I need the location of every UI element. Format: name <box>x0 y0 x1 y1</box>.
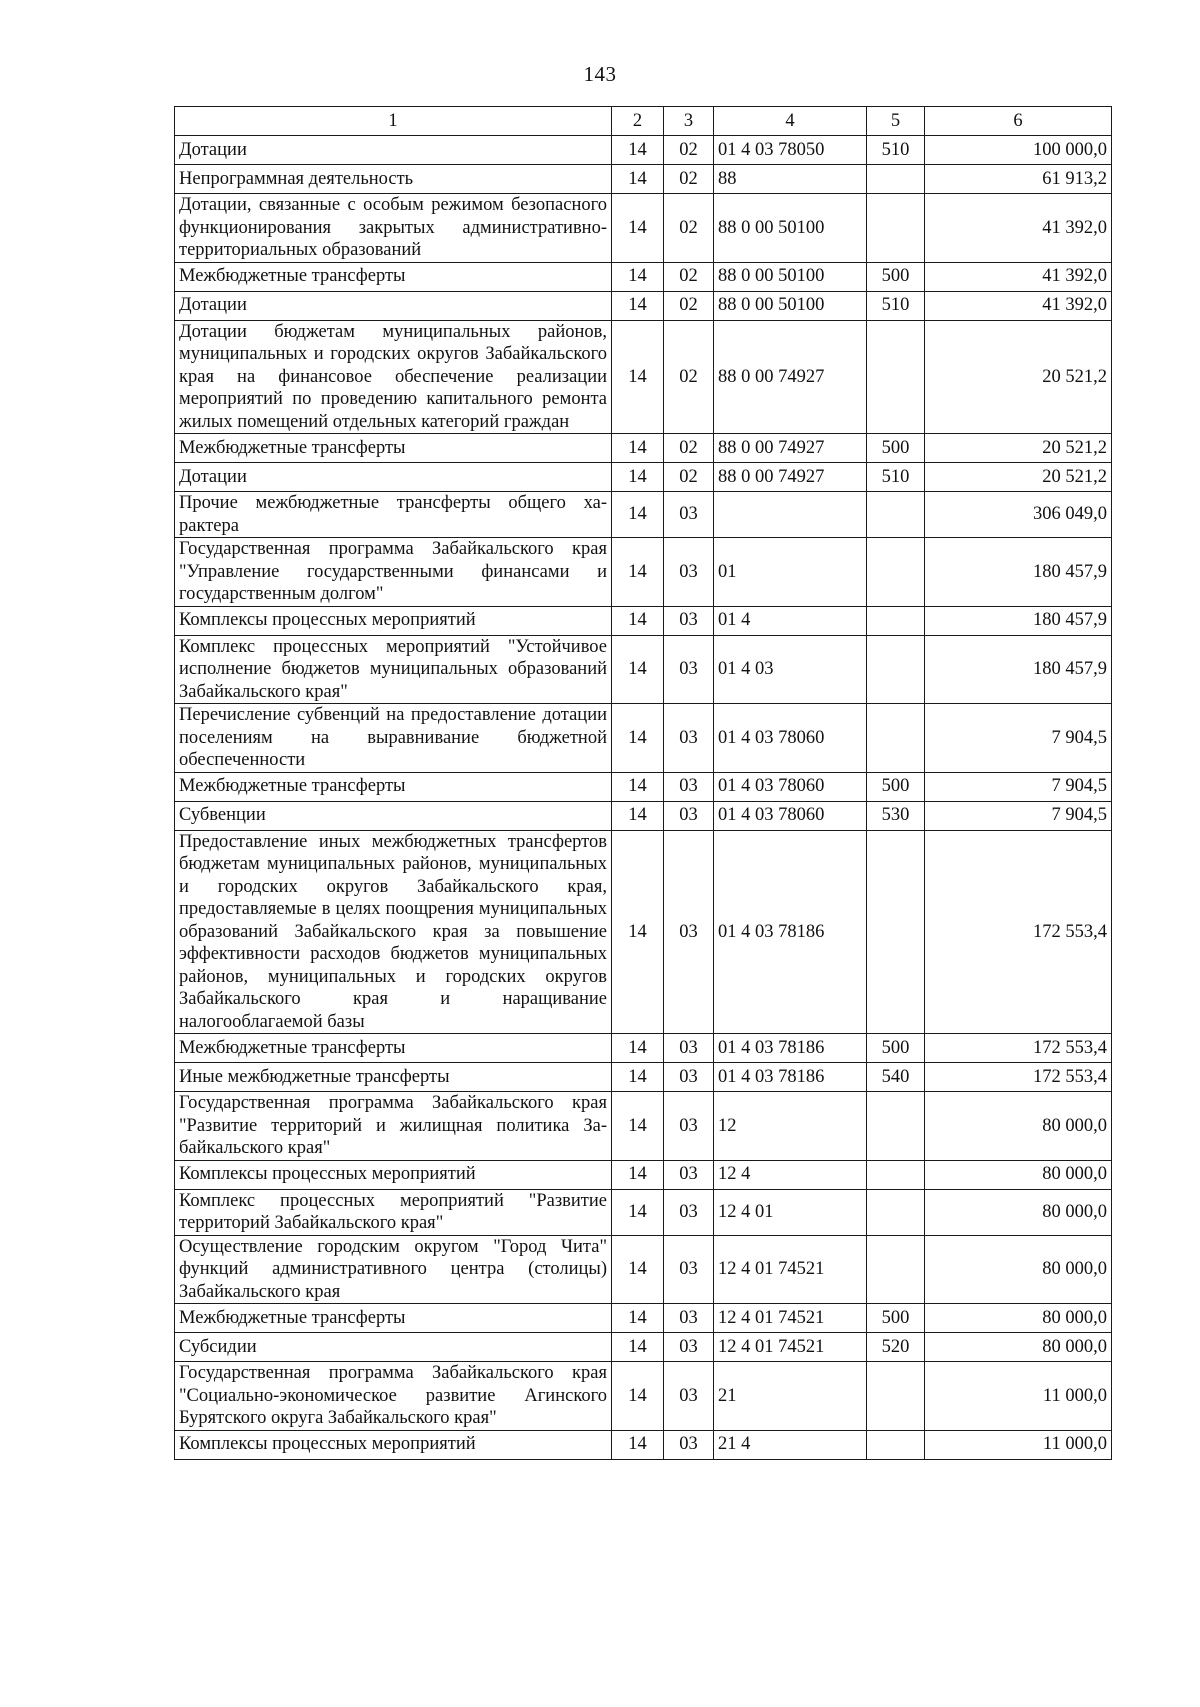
cell-name: Государственная программа Забайкальского края "Управление государственными финансами и государственным долгом" <box>175 538 612 607</box>
cell-col-3: 03 <box>664 1092 714 1161</box>
cell-col-2: 14 <box>612 1063 664 1092</box>
cell-col-6: 41 392,0 <box>925 194 1112 263</box>
cell-col-5: 520 <box>867 1333 925 1362</box>
cell-col-2: 14 <box>612 320 664 434</box>
cell-col-6: 7 904,5 <box>925 772 1112 801</box>
cell-col-5 <box>867 635 925 704</box>
cell-col-3: 02 <box>664 194 714 263</box>
cell-col-5: 500 <box>867 434 925 463</box>
cell-col-3: 03 <box>664 606 714 635</box>
cell-col-5: 500 <box>867 772 925 801</box>
page-number: 143 <box>583 62 617 86</box>
cell-col-3: 03 <box>664 830 714 1034</box>
cell-col-2: 14 <box>612 262 664 291</box>
cell-col-5 <box>867 1430 925 1459</box>
table-row <box>175 1189 1112 1235</box>
cell-name: Прочие межбюджетные трансферты общего характера <box>175 492 612 538</box>
cell-col-2: 14 <box>612 492 664 538</box>
cell-col-5: 510 <box>867 136 925 165</box>
table-body <box>175 136 1112 1460</box>
budget-table <box>174 106 1112 1460</box>
cell-col-4: 01 4 03 <box>714 635 867 704</box>
cell-col-6: 7 904,5 <box>925 704 1112 773</box>
cell-col-6: 80 000,0 <box>925 1160 1112 1189</box>
cell-name: Комплекс процессных мероприятий "Устойчивое исполнение бюджетов муниципальных образований Забайкальского края" <box>175 635 612 704</box>
cell-col-3: 03 <box>664 1034 714 1063</box>
cell-col-4: 01 4 03 78060 <box>714 704 867 773</box>
cell-col-2: 14 <box>612 1235 664 1304</box>
table-row <box>175 1092 1112 1161</box>
table-row <box>175 1333 1112 1362</box>
cell-col-5: 500 <box>867 262 925 291</box>
cell-col-6: 20 521,2 <box>925 320 1112 434</box>
cell-col-3: 03 <box>664 1160 714 1189</box>
table-row <box>175 463 1112 492</box>
cell-col-6: 172 553,4 <box>925 830 1112 1034</box>
cell-name: Осуществление городским округом "Город Чита" функций административного центра (столицы) Забайкальского края <box>175 1235 612 1304</box>
cell-col-2: 14 <box>612 291 664 320</box>
cell-col-6: 306 049,0 <box>925 492 1112 538</box>
cell-col-5: 530 <box>867 801 925 830</box>
cell-name: Иные межбюджетные трансферты <box>175 1063 612 1092</box>
cell-col-5 <box>867 1160 925 1189</box>
cell-col-4: 88 0 00 50100 <box>714 262 867 291</box>
table-row <box>175 492 1112 538</box>
cell-name: Перечисление субвенций на предоставление дотации поселениям на выравнивание бюджетной обеспеченности <box>175 704 612 773</box>
cell-col-3: 03 <box>664 1235 714 1304</box>
cell-col-5 <box>867 1189 925 1235</box>
cell-col-6: 7 904,5 <box>925 801 1112 830</box>
cell-col-4: 01 4 03 78060 <box>714 772 867 801</box>
cell-col-6: 172 553,4 <box>925 1034 1112 1063</box>
cell-col-3: 02 <box>664 291 714 320</box>
cell-col-2: 14 <box>612 1304 664 1333</box>
cell-col-6: 80 000,0 <box>925 1092 1112 1161</box>
cell-col-6: 20 521,2 <box>925 463 1112 492</box>
table-row <box>175 434 1112 463</box>
cell-col-4: 12 4 01 74521 <box>714 1235 867 1304</box>
cell-name: Межбюджетные трансферты <box>175 262 612 291</box>
cell-col-5 <box>867 320 925 434</box>
cell-col-2: 14 <box>612 635 664 704</box>
cell-col-3: 02 <box>664 262 714 291</box>
cell-col-6: 172 553,4 <box>925 1063 1112 1092</box>
cell-name: Государственная программа Забайкальского края "Социально-экономическое развитие Агинского Бурятского округа Забайкальского края" <box>175 1362 612 1431</box>
cell-col-5 <box>867 704 925 773</box>
cell-col-2: 14 <box>612 194 664 263</box>
cell-col-6: 11 000,0 <box>925 1430 1112 1459</box>
cell-col-3: 03 <box>664 704 714 773</box>
cell-name: Комплекс процессных мероприятий "Развитие территорий Забайкальского края" <box>175 1189 612 1235</box>
cell-col-6: 180 457,9 <box>925 606 1112 635</box>
cell-col-6: 41 392,0 <box>925 291 1112 320</box>
cell-col-5: 510 <box>867 291 925 320</box>
cell-col-3: 03 <box>664 538 714 607</box>
cell-name: Комплексы процессных мероприятий <box>175 1430 612 1459</box>
cell-col-2: 14 <box>612 1160 664 1189</box>
cell-col-5: 510 <box>867 463 925 492</box>
cell-col-6: 20 521,2 <box>925 434 1112 463</box>
cell-col-6: 80 000,0 <box>925 1235 1112 1304</box>
cell-col-5 <box>867 606 925 635</box>
cell-name: Дотации <box>175 463 612 492</box>
header-col-1: 1 <box>175 107 612 136</box>
cell-name: Межбюджетные трансферты <box>175 772 612 801</box>
table-row <box>175 1304 1112 1333</box>
cell-col-6: 41 392,0 <box>925 262 1112 291</box>
cell-col-4: 01 4 03 78186 <box>714 830 867 1034</box>
cell-col-2: 14 <box>612 434 664 463</box>
cell-col-3: 03 <box>664 492 714 538</box>
table-row <box>175 165 1112 194</box>
table-row <box>175 1034 1112 1063</box>
cell-col-4: 12 4 01 74521 <box>714 1304 867 1333</box>
table-row <box>175 1235 1112 1304</box>
cell-col-5 <box>867 1362 925 1431</box>
cell-col-4: 01 4 03 78186 <box>714 1063 867 1092</box>
cell-col-5 <box>867 1092 925 1161</box>
table-row <box>175 606 1112 635</box>
cell-col-5: 500 <box>867 1034 925 1063</box>
cell-col-4: 21 4 <box>714 1430 867 1459</box>
cell-col-5 <box>867 165 925 194</box>
cell-col-4: 88 0 00 74927 <box>714 434 867 463</box>
table-row <box>175 320 1112 434</box>
cell-col-2: 14 <box>612 704 664 773</box>
table-row <box>175 1160 1112 1189</box>
cell-col-4: 12 <box>714 1092 867 1161</box>
cell-col-6: 11 000,0 <box>925 1362 1112 1431</box>
cell-col-3: 03 <box>664 1063 714 1092</box>
cell-col-5 <box>867 492 925 538</box>
cell-col-2: 14 <box>612 1189 664 1235</box>
table-row <box>175 1362 1112 1431</box>
cell-col-4: 88 0 00 50100 <box>714 194 867 263</box>
table-row <box>175 136 1112 165</box>
table-row <box>175 772 1112 801</box>
cell-col-5 <box>867 194 925 263</box>
cell-col-3: 02 <box>664 463 714 492</box>
cell-col-4: 12 4 <box>714 1160 867 1189</box>
cell-name: Предоставление иных межбюджетных трансфертов бюджетам муниципальных районов, муниципальных и городских округов Забайкальского края, предоставляемые в целях поощрения муниципальных образований Забайкальского края за повышение эффективности расходов бюджетов муниципальных районов, муниципальных и городских округов Забайкальского края и наращивание налогооблагаемой базы <box>175 830 612 1034</box>
cell-col-4: 88 0 00 50100 <box>714 291 867 320</box>
cell-col-4: 01 4 03 78060 <box>714 801 867 830</box>
header-col-5: 5 <box>867 107 925 136</box>
cell-col-4: 12 4 01 <box>714 1189 867 1235</box>
cell-col-3: 03 <box>664 1189 714 1235</box>
cell-col-4: 21 <box>714 1362 867 1431</box>
header-col-4: 4 <box>714 107 867 136</box>
cell-col-6: 80 000,0 <box>925 1333 1112 1362</box>
cell-name: Дотации <box>175 291 612 320</box>
cell-col-2: 14 <box>612 801 664 830</box>
cell-col-3: 03 <box>664 772 714 801</box>
cell-col-3: 02 <box>664 165 714 194</box>
cell-col-6: 180 457,9 <box>925 635 1112 704</box>
table-row <box>175 635 1112 704</box>
cell-col-3: 02 <box>664 136 714 165</box>
cell-col-5: 540 <box>867 1063 925 1092</box>
cell-col-3: 03 <box>664 1333 714 1362</box>
cell-name: Непрограммная деятельность <box>175 165 612 194</box>
cell-col-2: 14 <box>612 606 664 635</box>
cell-col-4: 88 <box>714 165 867 194</box>
cell-col-5 <box>867 538 925 607</box>
cell-col-5 <box>867 1235 925 1304</box>
header-col-3: 3 <box>664 107 714 136</box>
table-row <box>175 262 1112 291</box>
table-row <box>175 1430 1112 1459</box>
table-row <box>175 801 1112 830</box>
cell-name: Субвенции <box>175 801 612 830</box>
cell-col-6: 100 000,0 <box>925 136 1112 165</box>
cell-col-4: 01 4 <box>714 606 867 635</box>
cell-col-4 <box>714 492 867 538</box>
cell-col-2: 14 <box>612 830 664 1034</box>
cell-col-2: 14 <box>612 1430 664 1459</box>
cell-col-3: 03 <box>664 1304 714 1333</box>
cell-col-2: 14 <box>612 165 664 194</box>
cell-col-3: 03 <box>664 1430 714 1459</box>
cell-name: Государственная программа Забайкальского края "Развитие территорий и жилищная политика Забайкальского края" <box>175 1092 612 1161</box>
cell-col-6: 180 457,9 <box>925 538 1112 607</box>
cell-col-2: 14 <box>612 136 664 165</box>
cell-name: Комплексы процессных мероприятий <box>175 606 612 635</box>
cell-col-6: 80 000,0 <box>925 1189 1112 1235</box>
cell-col-4: 01 <box>714 538 867 607</box>
cell-col-3: 03 <box>664 801 714 830</box>
cell-col-2: 14 <box>612 1034 664 1063</box>
table-row <box>175 194 1112 263</box>
cell-name: Комплексы процессных мероприятий <box>175 1160 612 1189</box>
cell-col-3: 02 <box>664 434 714 463</box>
cell-col-2: 14 <box>612 1362 664 1431</box>
cell-name: Межбюджетные трансферты <box>175 1034 612 1063</box>
cell-col-2: 14 <box>612 772 664 801</box>
header-col-2: 2 <box>612 107 664 136</box>
cell-name: Межбюджетные трансферты <box>175 1304 612 1333</box>
cell-col-4: 12 4 01 74521 <box>714 1333 867 1362</box>
cell-col-2: 14 <box>612 1092 664 1161</box>
cell-col-3: 02 <box>664 320 714 434</box>
cell-col-4: 01 4 03 78050 <box>714 136 867 165</box>
table-row <box>175 538 1112 607</box>
cell-col-6: 80 000,0 <box>925 1304 1112 1333</box>
cell-col-4: 88 0 00 74927 <box>714 463 867 492</box>
cell-col-2: 14 <box>612 1333 664 1362</box>
table-row <box>175 830 1112 1034</box>
cell-col-4: 88 0 00 74927 <box>714 320 867 434</box>
cell-col-3: 03 <box>664 635 714 704</box>
cell-col-6: 61 913,2 <box>925 165 1112 194</box>
table-row <box>175 704 1112 773</box>
cell-col-2: 14 <box>612 538 664 607</box>
cell-name: Дотации бюджетам муниципальных районов, муниципальных и городских округов Забайкальского края на финансовое обеспечение реализации мероприятий по проведению капитального ремонта жилых помещений отдельных категорий граждан <box>175 320 612 434</box>
cell-name: Дотации, связанные с особым режимом безопасного функционирования закрытых административно-территориальных образований <box>175 194 612 263</box>
table-row <box>175 1063 1112 1092</box>
table-header-row <box>175 107 1112 136</box>
cell-name: Дотации <box>175 136 612 165</box>
cell-col-5: 500 <box>867 1304 925 1333</box>
cell-name: Межбюджетные трансферты <box>175 434 612 463</box>
table-row <box>175 291 1112 320</box>
cell-col-5 <box>867 830 925 1034</box>
cell-name: Субсидии <box>175 1333 612 1362</box>
cell-col-4: 01 4 03 78186 <box>714 1034 867 1063</box>
cell-col-2: 14 <box>612 463 664 492</box>
cell-col-3: 03 <box>664 1362 714 1431</box>
header-col-6: 6 <box>925 107 1112 136</box>
